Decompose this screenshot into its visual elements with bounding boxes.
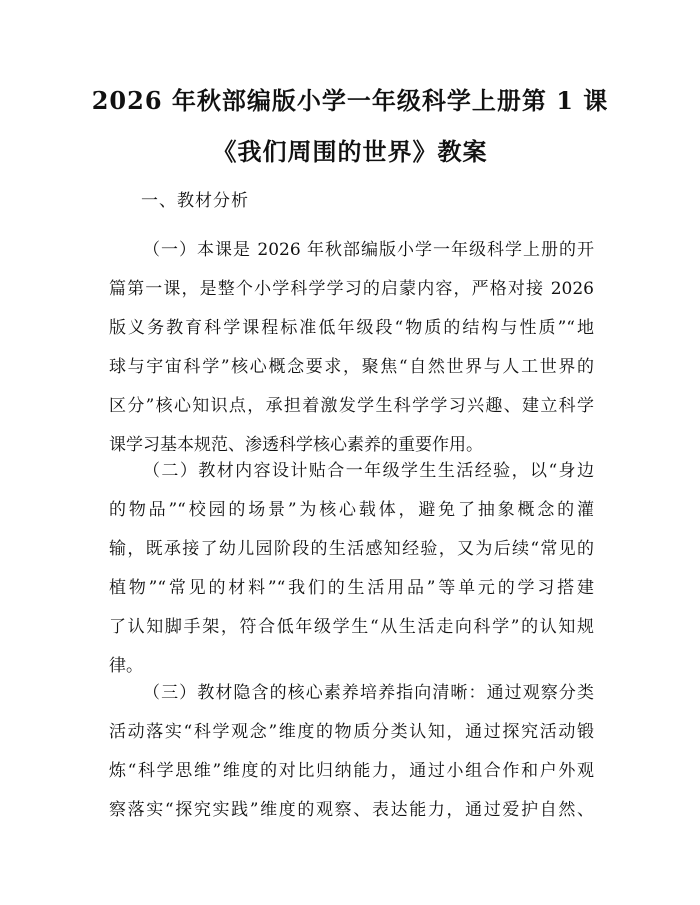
paragraph-line: 炼“科学思维”维度的对比归纳能力，通过小组合作和户外观 (109, 761, 594, 781)
paragraph-line: 察落实“探究实践”维度的观察、表达能力，通过爱护自然、 (109, 800, 594, 820)
paragraph-line: 球与宇宙科学”核心概念要求，聚焦“自然世界与人工世界的 (109, 357, 594, 377)
paragraph-line: 区分”核心知识点，承担着激发学生科学学习兴趣、建立科学 (109, 396, 594, 416)
paragraph-line: 输，既承接了幼儿园阶段的生活感知经验，又为后续“常见的 (109, 539, 594, 559)
paragraph-line: 篇第一课，是整个小学科学学习的启蒙内容，严格对接 2026 (109, 279, 594, 299)
paragraph-line: 了认知脚手架，符合低年级学生“从生活走向科学”的认知规 (109, 617, 594, 637)
paragraph-line: 律。 (109, 656, 143, 676)
paragraph-2 (109, 452, 594, 686)
paragraph-line: （二）教材内容设计贴合一年级学生生活经验，以“身边 (143, 461, 594, 481)
paragraph-line: 的物品”“校园的场景”为核心载体，避免了抽象概念的灌 (109, 500, 594, 520)
paragraph-line: 版义务教育科学课程标准低年级段“物质的结构与性质”“地 (109, 318, 594, 338)
paragraph-line: （三）教材隐含的核心素养培养指向清晰：通过观察分类 (143, 683, 594, 703)
paragraph-line: 课学习基本规范、渗透科学核心素养的重要作用。 (109, 435, 483, 455)
paragraph-3 (109, 674, 594, 830)
document-title-line-1: 2026 年秋部编版小学一年级科学上册第 1 课 (91, 86, 609, 115)
section-heading: 一、教材分析 (141, 191, 249, 211)
paragraph-line: （一）本课是 2026 年秋部编版小学一年级科学上册的开 (143, 240, 594, 260)
paragraph-1 (109, 231, 594, 465)
document-title-line-2: 《我们周围的世界》教案 (212, 137, 488, 166)
paragraph-line: 植物”“常见的材料”“我们的生活用品”等单元的学习搭建 (109, 578, 594, 598)
paragraph-line: 活动落实“科学观念”维度的物质分类认知，通过探究活动锻 (109, 722, 594, 742)
